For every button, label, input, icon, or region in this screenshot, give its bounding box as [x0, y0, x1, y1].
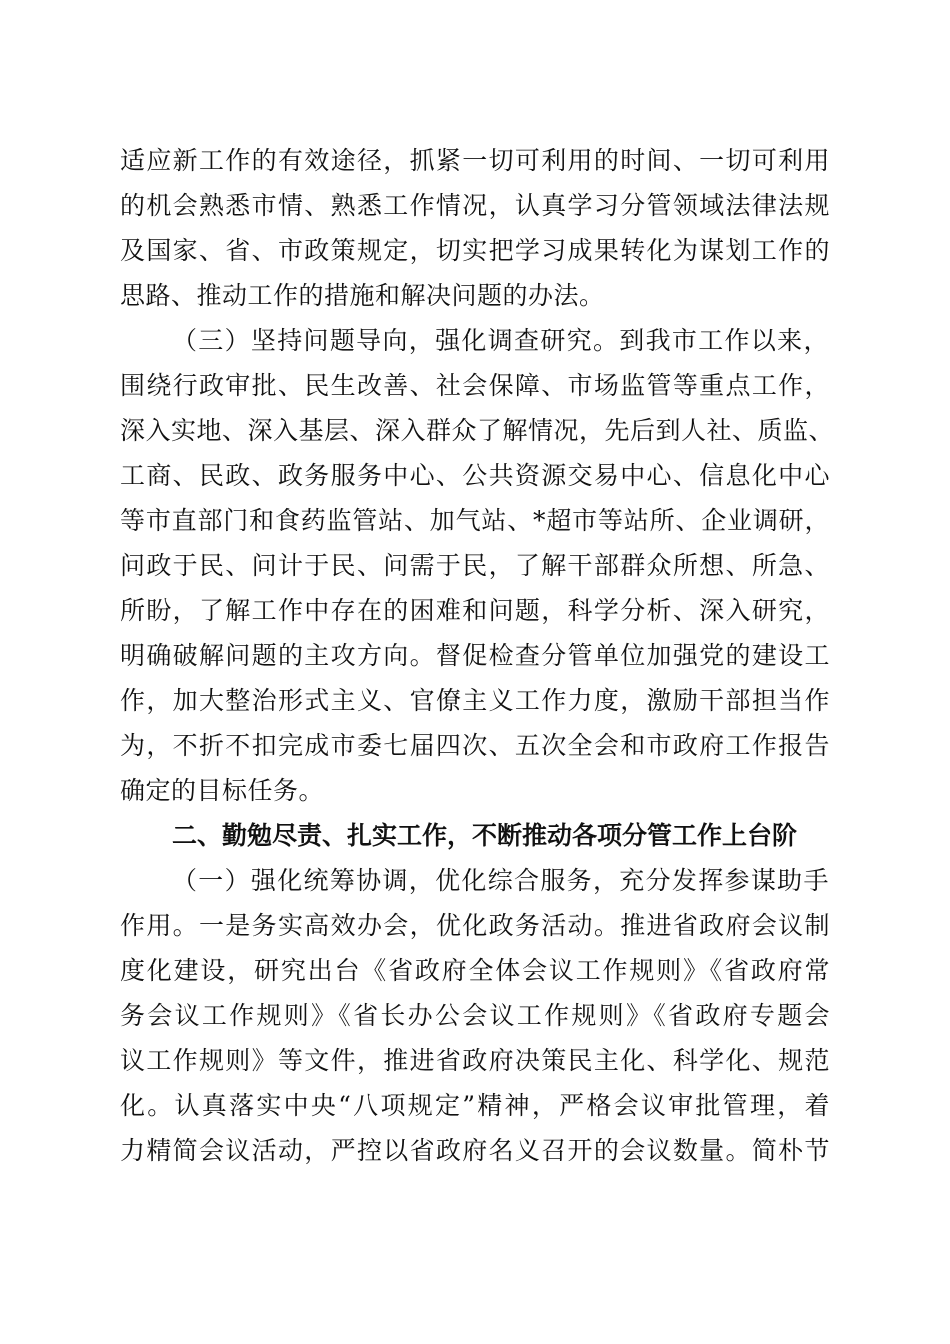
- text-line: 明确破解问题的主攻方向。督促检查分管单位加强党的建设工: [120, 641, 830, 670]
- text-line: 适应新工作的有效途径，抓紧一切可利用的时间、一切可利用: [120, 146, 830, 175]
- text-line: 确定的目标任务。: [120, 776, 325, 805]
- text-line: 工商、民政、政务服务中心、公共资源交易中心、信息化中心: [120, 461, 830, 490]
- subsection-heading-1: （一）强化统筹协调，优化综合服务，充分发挥参谋助手: [172, 866, 829, 895]
- text-line: 度化建设，研究出台《省政府全体会议工作规则》《省政府常: [120, 956, 830, 985]
- text-line: 作，加大整治形式主义、官僚主义工作力度，激励干部担当作: [120, 686, 830, 715]
- text-line: 议工作规则》等文件，推进省政府决策民主化、科学化、规范: [120, 1046, 830, 1075]
- text-line: 问政于民、问计于民、问需于民，了解干部群众所想、所急、: [120, 551, 830, 580]
- text-line: 为，不折不扣完成市委七届四次、五次全会和市政府工作报告: [120, 731, 830, 760]
- text-line: 化。认真落实中央“八项规定”精神，严格会议审批管理，着: [120, 1091, 830, 1120]
- text-line: 等市直部门和食药监管站、加气站、*超市等站所、企业调研，: [120, 506, 830, 535]
- text-line: 及国家、省、市政策规定，切实把学习成果转化为谋划工作的: [120, 236, 830, 265]
- text-line: 力精简会议活动，严控以省政府名义召开的会议数量。简朴节: [120, 1136, 830, 1165]
- text-line: 作用。一是务实高效办会，优化政务活动。推进省政府会议制: [120, 911, 830, 940]
- text-line: 深入实地、深入基层、深入群众了解情况，先后到人社、质监、: [120, 416, 835, 445]
- text-line: 围绕行政审批、民生改善、社会保障、市场监管等重点工作，: [120, 371, 830, 400]
- section-heading-2: 二、勤勉尽责、扎实工作，不断推动各项分管工作上台阶: [172, 821, 798, 850]
- text-line: 务会议工作规则》《省长办公会议工作规则》《省政府专题会: [120, 1001, 830, 1030]
- text-line: 所盼，了解工作中存在的困难和问题，科学分析、深入研究，: [120, 596, 830, 625]
- text-line: 思路、推动工作的措施和解决问题的办法。: [120, 281, 605, 310]
- text-line: 的机会熟悉市情、熟悉工作情况，认真学习分管领域法律法规: [120, 191, 830, 220]
- section-heading-3: （三）坚持问题导向，强化调查研究。到我市工作以来，: [172, 326, 829, 355]
